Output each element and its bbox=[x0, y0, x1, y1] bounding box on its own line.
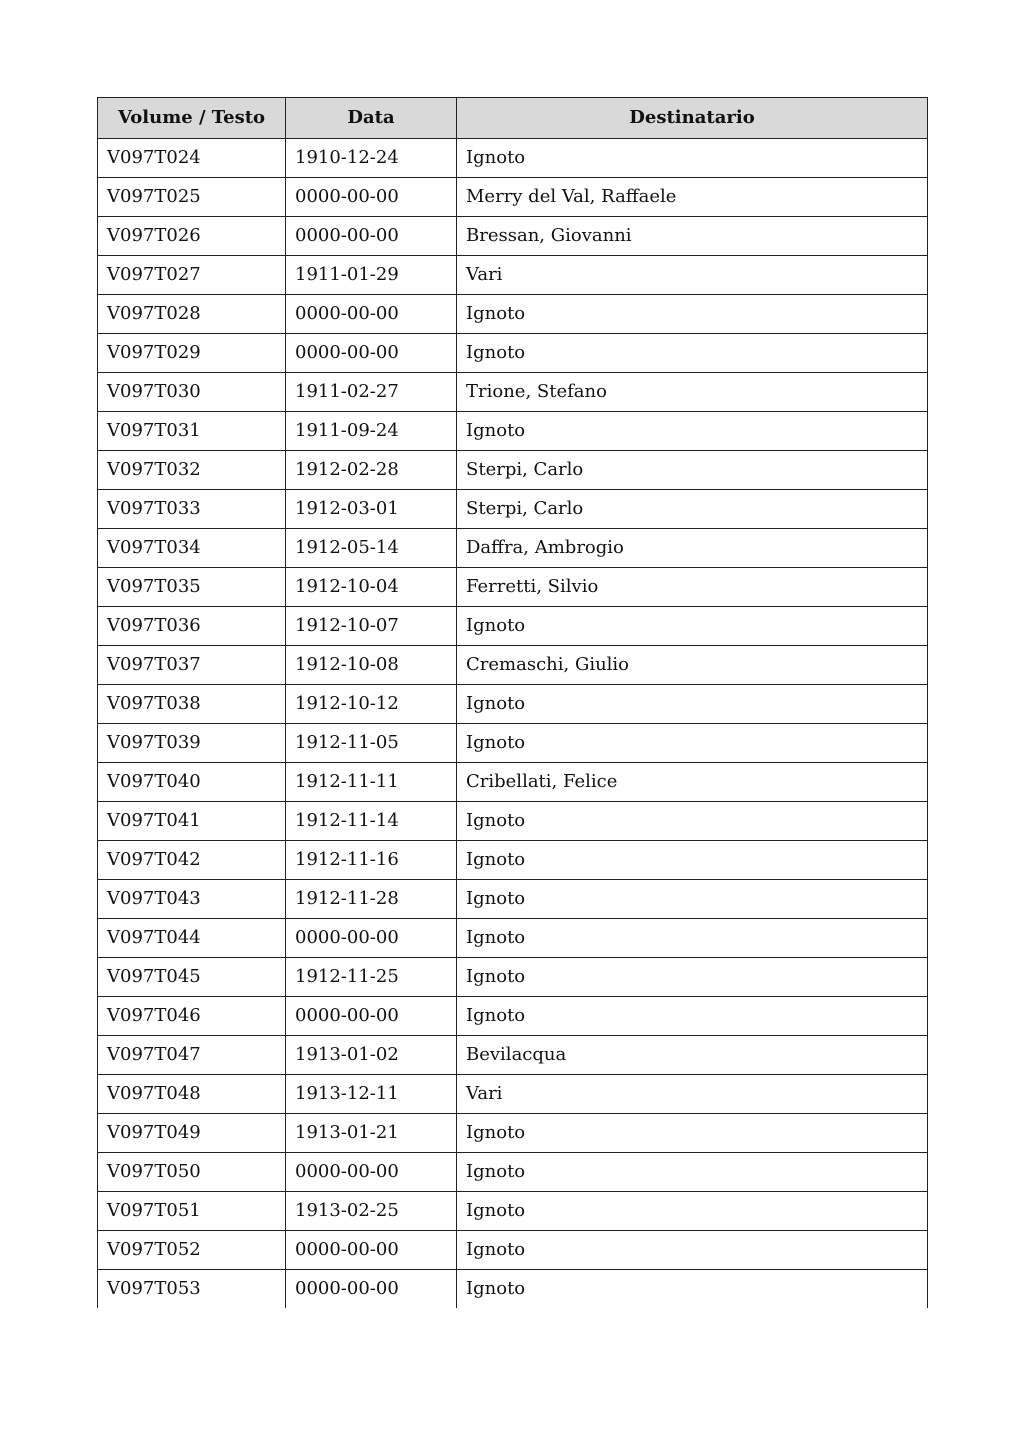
cell-volume-testo: V097T038 bbox=[98, 685, 286, 724]
table-row bbox=[98, 178, 928, 217]
cell-data: 0000-00-00 bbox=[286, 919, 457, 958]
cell-destinatario: Cribellati, Felice bbox=[457, 763, 928, 802]
cell-volume-testo: V097T033 bbox=[98, 490, 286, 529]
cell-data: 1912-10-08 bbox=[286, 646, 457, 685]
table-row bbox=[98, 1114, 928, 1153]
cell-destinatario: Ignoto bbox=[457, 295, 928, 334]
cell-data: 1913-01-02 bbox=[286, 1036, 457, 1075]
cell-data: 1913-02-25 bbox=[286, 1192, 457, 1231]
cell-destinatario: Ignoto bbox=[457, 724, 928, 763]
cell-data: 1911-01-29 bbox=[286, 256, 457, 295]
table-header-row bbox=[98, 98, 928, 139]
cell-volume-testo: V097T027 bbox=[98, 256, 286, 295]
cell-data: 0000-00-00 bbox=[286, 178, 457, 217]
cell-destinatario: Ignoto bbox=[457, 841, 928, 880]
column-header-data: Data bbox=[286, 98, 457, 139]
cell-volume-testo: V097T026 bbox=[98, 217, 286, 256]
table-row bbox=[98, 607, 928, 646]
table-row bbox=[98, 334, 928, 373]
cell-volume-testo: V097T036 bbox=[98, 607, 286, 646]
cell-volume-testo: V097T045 bbox=[98, 958, 286, 997]
cell-volume-testo: V097T025 bbox=[98, 178, 286, 217]
table-row bbox=[98, 256, 928, 295]
cell-volume-testo: V097T048 bbox=[98, 1075, 286, 1114]
cell-volume-testo: V097T049 bbox=[98, 1114, 286, 1153]
cell-data: 1912-11-11 bbox=[286, 763, 457, 802]
cell-data: 1912-11-28 bbox=[286, 880, 457, 919]
cell-volume-testo: V097T024 bbox=[98, 139, 286, 178]
cell-volume-testo: V097T030 bbox=[98, 373, 286, 412]
column-header-destinatario: Destinatario bbox=[457, 98, 928, 139]
cell-destinatario: Bevilacqua bbox=[457, 1036, 928, 1075]
cell-data: 1912-10-12 bbox=[286, 685, 457, 724]
cell-destinatario: Ignoto bbox=[457, 1270, 928, 1309]
cell-destinatario: Ignoto bbox=[457, 958, 928, 997]
cell-destinatario: Ignoto bbox=[457, 919, 928, 958]
table-row bbox=[98, 1036, 928, 1075]
table-row bbox=[98, 451, 928, 490]
cell-volume-testo: V097T040 bbox=[98, 763, 286, 802]
cell-volume-testo: V097T029 bbox=[98, 334, 286, 373]
table-row bbox=[98, 568, 928, 607]
cell-destinatario: Bressan, Giovanni bbox=[457, 217, 928, 256]
table-row bbox=[98, 1231, 928, 1270]
cell-destinatario: Ignoto bbox=[457, 1231, 928, 1270]
cell-data: 1912-02-28 bbox=[286, 451, 457, 490]
cell-destinatario: Ignoto bbox=[457, 685, 928, 724]
cell-volume-testo: V097T032 bbox=[98, 451, 286, 490]
cell-data: 0000-00-00 bbox=[286, 1231, 457, 1270]
table-row bbox=[98, 802, 928, 841]
table-row bbox=[98, 139, 928, 178]
table-row bbox=[98, 490, 928, 529]
table-row bbox=[98, 217, 928, 256]
cell-destinatario: Cremaschi, Giulio bbox=[457, 646, 928, 685]
table-body bbox=[98, 139, 928, 1309]
cell-data: 1910-12-24 bbox=[286, 139, 457, 178]
cell-destinatario: Ignoto bbox=[457, 607, 928, 646]
table-row bbox=[98, 1270, 928, 1309]
cell-destinatario: Vari bbox=[457, 256, 928, 295]
table-row bbox=[98, 1075, 928, 1114]
cell-destinatario: Ignoto bbox=[457, 880, 928, 919]
cell-destinatario: Ignoto bbox=[457, 1153, 928, 1192]
cell-data: 0000-00-00 bbox=[286, 1153, 457, 1192]
table-row bbox=[98, 295, 928, 334]
cell-volume-testo: V097T028 bbox=[98, 295, 286, 334]
cell-data: 1912-11-05 bbox=[286, 724, 457, 763]
cell-volume-testo: V097T050 bbox=[98, 1153, 286, 1192]
cell-destinatario: Merry del Val, Raffaele bbox=[457, 178, 928, 217]
cell-volume-testo: V097T043 bbox=[98, 880, 286, 919]
table-row bbox=[98, 958, 928, 997]
cell-data: 1912-11-14 bbox=[286, 802, 457, 841]
table-row bbox=[98, 529, 928, 568]
cell-data: 0000-00-00 bbox=[286, 217, 457, 256]
cell-volume-testo: V097T042 bbox=[98, 841, 286, 880]
table-row bbox=[98, 1192, 928, 1231]
cell-volume-testo: V097T047 bbox=[98, 1036, 286, 1075]
cell-destinatario: Sterpi, Carlo bbox=[457, 490, 928, 529]
cell-destinatario: Trione, Stefano bbox=[457, 373, 928, 412]
table-row bbox=[98, 724, 928, 763]
cell-destinatario: Ignoto bbox=[457, 334, 928, 373]
cell-data: 0000-00-00 bbox=[286, 1270, 457, 1309]
cell-destinatario: Ignoto bbox=[457, 1192, 928, 1231]
table-row bbox=[98, 763, 928, 802]
cell-data: 1911-02-27 bbox=[286, 373, 457, 412]
table-row bbox=[98, 880, 928, 919]
cell-volume-testo: V097T044 bbox=[98, 919, 286, 958]
cell-volume-testo: V097T041 bbox=[98, 802, 286, 841]
cell-data: 1912-03-01 bbox=[286, 490, 457, 529]
cell-destinatario: Sterpi, Carlo bbox=[457, 451, 928, 490]
cell-volume-testo: V097T034 bbox=[98, 529, 286, 568]
cell-data: 1912-10-04 bbox=[286, 568, 457, 607]
cell-volume-testo: V097T039 bbox=[98, 724, 286, 763]
cell-data: 1913-12-11 bbox=[286, 1075, 457, 1114]
table-row bbox=[98, 1153, 928, 1192]
table-row bbox=[98, 373, 928, 412]
cell-data: 1912-11-16 bbox=[286, 841, 457, 880]
cell-destinatario: Ignoto bbox=[457, 412, 928, 451]
cell-data: 1912-10-07 bbox=[286, 607, 457, 646]
table-row bbox=[98, 685, 928, 724]
cell-data: 1911-09-24 bbox=[286, 412, 457, 451]
cell-volume-testo: V097T037 bbox=[98, 646, 286, 685]
table-header bbox=[98, 98, 928, 139]
cell-data: 1913-01-21 bbox=[286, 1114, 457, 1153]
cell-destinatario: Ignoto bbox=[457, 802, 928, 841]
table-row bbox=[98, 646, 928, 685]
cell-volume-testo: V097T053 bbox=[98, 1270, 286, 1309]
table-row bbox=[98, 841, 928, 880]
cell-volume-testo: V097T051 bbox=[98, 1192, 286, 1231]
cell-data: 0000-00-00 bbox=[286, 997, 457, 1036]
letters-index-table bbox=[97, 97, 928, 1308]
cell-destinatario: Ignoto bbox=[457, 997, 928, 1036]
column-header-volume-testo: Volume / Testo bbox=[98, 98, 286, 139]
cell-destinatario: Daffra, Ambrogio bbox=[457, 529, 928, 568]
cell-destinatario: Ignoto bbox=[457, 139, 928, 178]
cell-destinatario: Ferretti, Silvio bbox=[457, 568, 928, 607]
table-row bbox=[98, 919, 928, 958]
cell-data: 0000-00-00 bbox=[286, 295, 457, 334]
cell-volume-testo: V097T046 bbox=[98, 997, 286, 1036]
table-row bbox=[98, 997, 928, 1036]
cell-destinatario: Vari bbox=[457, 1075, 928, 1114]
cell-data: 0000-00-00 bbox=[286, 334, 457, 373]
cell-data: 1912-11-25 bbox=[286, 958, 457, 997]
cell-destinatario: Ignoto bbox=[457, 1114, 928, 1153]
cell-volume-testo: V097T031 bbox=[98, 412, 286, 451]
cell-data: 1912-05-14 bbox=[286, 529, 457, 568]
cell-volume-testo: V097T052 bbox=[98, 1231, 286, 1270]
table-row bbox=[98, 412, 928, 451]
cell-volume-testo: V097T035 bbox=[98, 568, 286, 607]
